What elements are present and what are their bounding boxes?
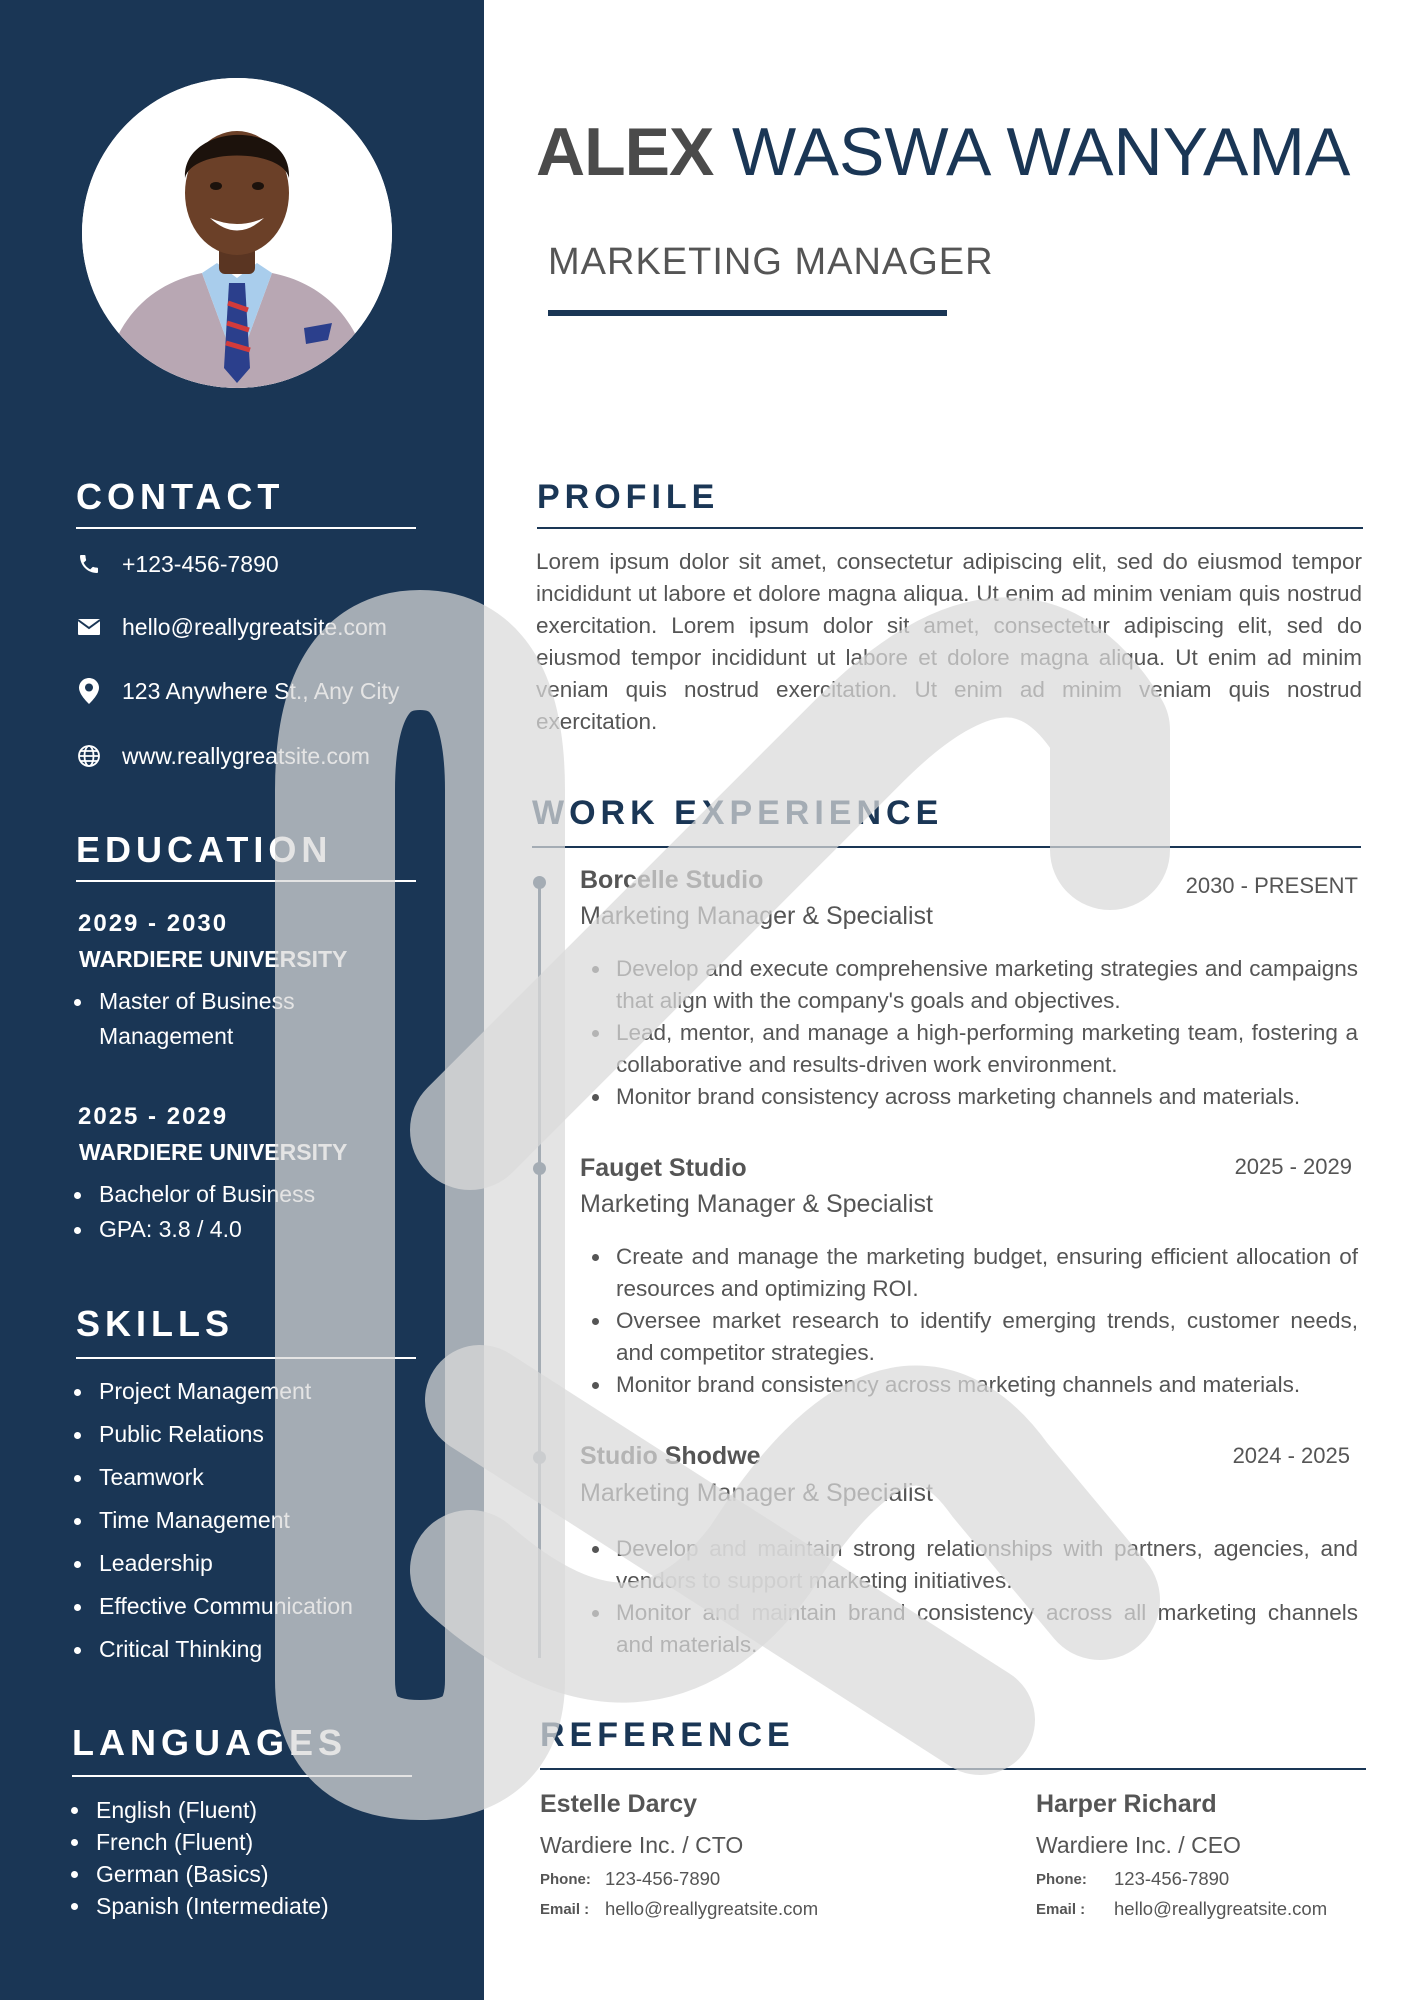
education-school: WARDIERE UNIVERSITY [79,1139,348,1165]
contact-phone [76,546,279,582]
profile-heading: PROFILE [537,478,720,516]
job-duties [590,1241,1358,1401]
reference-org: Wardiere Inc. / CTO [540,1832,744,1858]
education-details [74,1177,414,1247]
education-details [74,984,324,1054]
contact-email [76,609,387,645]
languages-heading: LANGUAGES [72,1722,348,1763]
languages-list [71,1794,411,1922]
timeline-dot [533,1162,546,1175]
reference-divider [540,1768,1366,1770]
job-role: Marketing Manager & Specialist [580,902,933,930]
list-item: German (Basics) [71,1858,411,1890]
education-years: 2025 - 2029 [78,1103,229,1130]
reference-phone[interactable]: 123-456-7890 [1114,1868,1230,1889]
list-item: Monitor brand consistency across marketing channels and materials. [590,1369,1358,1401]
last-name: WASWA WANYAMA [732,114,1351,190]
list-item: Develop and execute comprehensive marketing strategies and campaigns that align with the company's goals and objectives. [590,953,1358,1017]
list-item: Monitor brand consistency across marketing channels and materials. [590,1081,1358,1113]
job-duties [590,1533,1358,1661]
job-dates: 2030 - PRESENT [1185,873,1358,898]
list-item: French (Fluent) [71,1826,411,1858]
education-divider [76,880,416,882]
location-icon [76,678,102,704]
contact-heading: CONTACT [76,476,285,517]
skills-divider [76,1357,416,1359]
list-item: Leadership [74,1542,414,1585]
list-item: Critical Thinking [74,1628,414,1671]
list-item: Effective Communication [74,1585,414,1628]
reference-name: Harper Richard [1036,1790,1217,1818]
profile-text: Lorem ipsum dolor sit amet, consectetur adipiscing elit, sed do eiusmod tempor incididunt ut labore et dolore magna aliqua. Ut enim ad minim veniam quis nostrud exercitation. Lorem ipsum dolor sit amet, consectetur adipiscing elit, sed do eiusmod tempor incididunt ut labore et dolore magna aliqua. Ut enim ad minim veniam quis nostrud exercitation. Ut enim ad minim veniam quis nostrud exercitation. [536,549,1362,734]
job-duties [590,953,1358,1113]
sidebar [0,0,484,2000]
timeline-dot [533,1451,546,1464]
reference-phone-label: Phone: [540,1871,591,1888]
profile-divider [537,527,1363,529]
list-item: GPA: 3.8 / 4.0 [74,1212,414,1247]
reference-name: Estelle Darcy [540,1790,698,1818]
reference-phone[interactable]: 123-456-7890 [605,1868,721,1889]
reference-phone-label: Phone: [1036,1871,1087,1888]
reference-email-label: Email : [1036,1901,1086,1918]
education-years: 2029 - 2030 [78,910,229,937]
timeline-line [538,882,541,1658]
job-role: Marketing Manager & Specialist [580,1190,933,1218]
job-dates: 2024 - 2025 [1232,1443,1350,1468]
list-item: Time Management [74,1499,414,1542]
timeline-dot [533,876,546,889]
job-title: MARKETING MANAGER [548,241,994,283]
job-company: Fauget Studio [580,1154,747,1182]
job-dates: 2025 - 2029 [1234,1154,1352,1179]
reference-email-label: Email : [540,1901,590,1918]
list-item: Spanish (Intermediate) [71,1890,411,1922]
skills-list [74,1370,414,1671]
list-item: Monitor and maintain brand consistency across all marketing channels and materials. [590,1597,1358,1661]
title-underline [548,310,947,316]
mail-icon [76,614,102,640]
globe-icon [76,743,102,769]
contact-phone-text[interactable]: +123-456-7890 [122,550,279,577]
job-role: Marketing Manager & Specialist [580,1479,933,1507]
list-item: Develop and maintain strong relationships with partners, agencies, and vendors to support marketing initiatives. [590,1533,1358,1597]
first-name: ALEX [536,114,714,190]
list-item: Create and manage the marketing budget, ensuring efficient allocation of resources and optimizing ROI. [590,1241,1358,1305]
languages-divider [72,1775,412,1777]
contact-address [76,673,400,709]
list-item: English (Fluent) [71,1794,411,1826]
list-item: Oversee market research to identify emerging trends, customer needs, and competitor strategies. [590,1305,1358,1369]
skills-heading: SKILLS [76,1303,235,1344]
list-item: Public Relations [74,1413,414,1456]
contact-website [76,738,370,774]
list-item: Master of Business Management [74,984,324,1054]
contact-website-text[interactable]: www.reallygreatsite.com [122,742,370,769]
reference-email[interactable]: hello@reallygreatsite.com [605,1898,819,1919]
work-heading: WORK EXPERIENCE [532,794,944,832]
profile-photo [82,78,392,388]
contact-email-text[interactable]: hello@reallygreatsite.com [122,613,387,640]
contact-divider [76,527,416,529]
job-company: Studio Shodwe [580,1442,761,1470]
reference-org: Wardiere Inc. / CEO [1036,1832,1241,1858]
reference-email[interactable]: hello@reallygreatsite.com [1114,1898,1328,1919]
job-company: Borcelle Studio [580,866,764,894]
education-heading: EDUCATION [76,829,333,870]
list-item: Project Management [74,1370,414,1413]
education-school: WARDIERE UNIVERSITY [79,946,348,972]
reference-heading: REFERENCE [540,1716,795,1754]
list-item: Teamwork [74,1456,414,1499]
list-item: Bachelor of Business [74,1177,414,1212]
work-divider [532,846,1361,848]
list-item: Lead, mentor, and manage a high-performing marketing team, fostering a collaborative and results-driven work environment. [590,1017,1358,1081]
phone-icon [76,551,102,577]
contact-address-text: 123 Anywhere St., Any City [122,677,400,704]
